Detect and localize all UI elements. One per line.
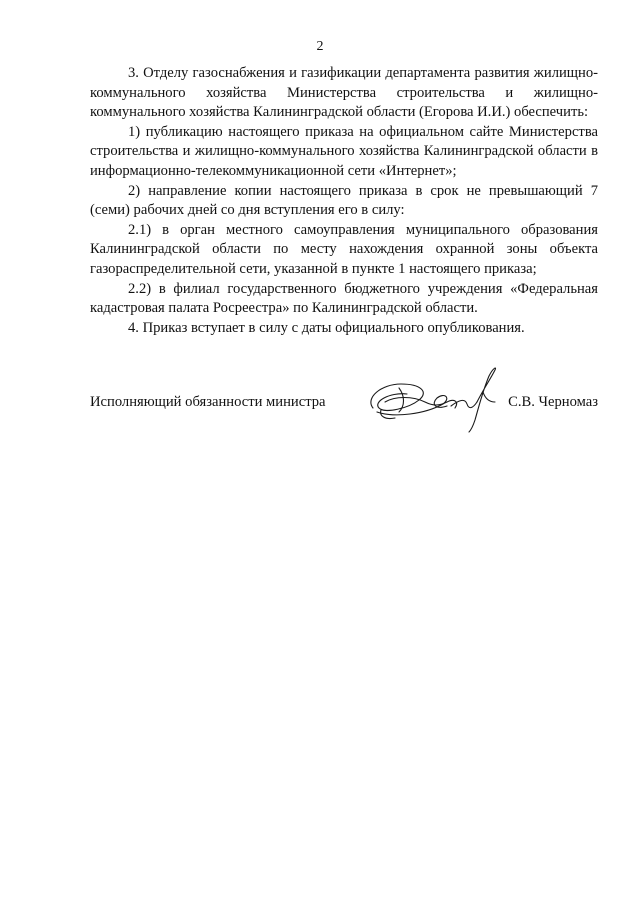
paragraph-subitem-3-2-1: 2.1) в орган местного самоуправления муниципального образования Калининградской области по месту нахождения охранной зоны объекта газораспределительной сети, указанной в пункте 1 настоящего приказа; [90, 221, 598, 277]
paragraph-item-3: 3. Отделу газоснабжения и газификации департамента развития жилищно-коммунального хозяйства Министерства строительства и жилищно-коммунального хозяйства Калининградской области (Егорова И.И.) обеспечить: [90, 65, 598, 121]
signature-block [90, 362, 598, 452]
paragraph-subitem-3-2-2: 2.2) в филиал государственного бюджетного учреждения «Федеральная кадастровая палата Росреестра» по Калининградской области. [90, 280, 598, 317]
handwritten-signature-icon [355, 362, 505, 442]
signatory-position: Исполняющий обязанности министра [90, 394, 326, 410]
page-number: 2 [316, 39, 324, 54]
paragraph-item-4: 4. Приказ вступает в силу с даты официального опубликования. [128, 319, 525, 336]
signatory-name: С.В. Черномаз [508, 394, 598, 410]
paragraph-subitem-3-1: 1) публикацию настоящего приказа на официальном сайте Министерства строительства и жилищно-коммунального хозяйства Калининградской области в информационно-телекоммуникационной сети «Интернет»; [90, 123, 598, 179]
paragraph-subitem-3-2: 2) направление копии настоящего приказа в срок не превышающий 7 (семи) рабочих дней со дня вступления его в силу: [90, 182, 598, 219]
document-body [90, 64, 598, 338]
